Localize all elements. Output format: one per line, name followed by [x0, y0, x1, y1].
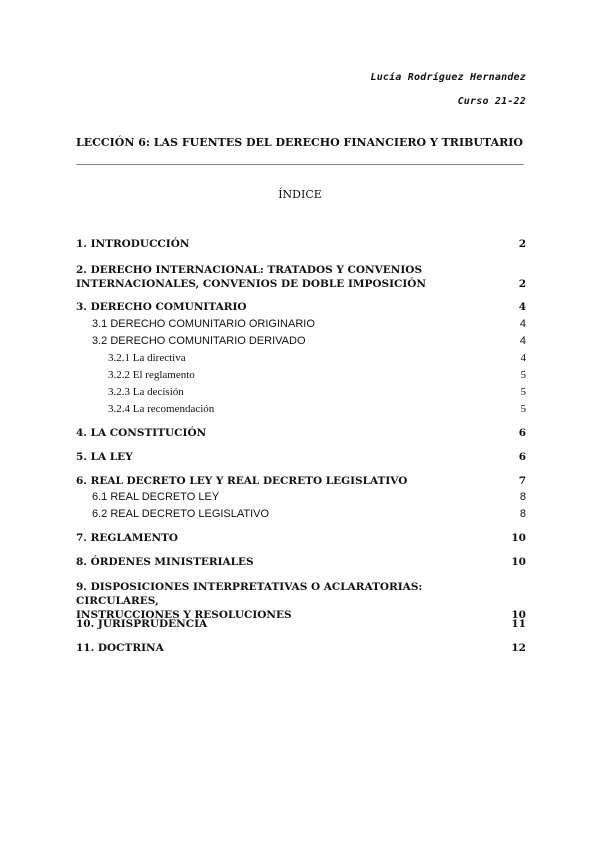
- toc-entry-page: 4: [519, 318, 526, 330]
- toc-entry-title: 8. ÓRDENES MINISTERIALES: [76, 556, 254, 568]
- toc-entry[interactable]: [76, 450, 526, 464]
- toc-entry[interactable]: [76, 580, 526, 622]
- toc-entry-page: 4: [520, 352, 526, 364]
- toc-entry[interactable]: [76, 237, 526, 251]
- toc-entry-title: 3.2 DERECHO COMUNITARIO DERIVADO: [92, 335, 306, 347]
- toc-entry[interactable]: [76, 263, 526, 291]
- toc-entry-title: 3.2.2 El reglamento: [108, 369, 195, 381]
- toc-entry-page: 12: [511, 642, 526, 654]
- toc-entry-title: 3.2.3 La decisión: [108, 386, 184, 398]
- toc-entry-page: 10: [511, 556, 526, 568]
- toc-entry-page: 8: [519, 491, 526, 503]
- toc-entry-page: 6: [518, 427, 526, 439]
- toc-entry-page: 8: [519, 508, 526, 520]
- toc-entry[interactable]: [76, 317, 526, 331]
- toc-entry[interactable]: [76, 490, 526, 504]
- toc-entry-title: 10. JURISPRUDENCIA: [76, 618, 208, 630]
- course-year: Curso 21-22: [457, 96, 526, 107]
- toc-entry-title: 6.2 REAL DECRETO LEGISLATIVO: [92, 508, 270, 520]
- toc-entry[interactable]: [76, 426, 526, 440]
- toc-entry[interactable]: [76, 507, 526, 521]
- toc-entry-title: 5. LA LEY: [76, 451, 133, 463]
- toc-entry-title: 2. DERECHO INTERNACIONAL: TRATADOS Y CONVENIOS INTERNACIONALES, CONVENIOS DE DOBLE IMPOSICIÓN: [76, 264, 427, 290]
- toc-entry-page: 5: [520, 386, 526, 398]
- toc-entry-page: 2: [518, 278, 526, 290]
- toc-entry[interactable]: [76, 617, 526, 631]
- toc-entry[interactable]: [76, 368, 526, 382]
- toc-entry[interactable]: [76, 334, 526, 348]
- toc-entry-title: 7. REGLAMENTO: [76, 532, 179, 544]
- toc-entry-title: 3.2.1 La directiva: [108, 352, 186, 364]
- lesson-title: LECCIÓN 6: LAS FUENTES DEL DERECHO FINANCIERO Y TRIBUTARIO: [76, 136, 523, 149]
- toc-entry-page: 5: [520, 369, 526, 381]
- toc-entry[interactable]: [76, 300, 526, 314]
- toc-entry[interactable]: [76, 351, 526, 365]
- author-name: Lucía Rodríguez Hernandez: [370, 72, 526, 83]
- toc-entry[interactable]: [76, 385, 526, 399]
- toc-entry[interactable]: [76, 531, 526, 545]
- title-divider: [76, 164, 524, 165]
- toc-entry-page: 10: [511, 532, 526, 544]
- toc-entry-title: 6. REAL DECRETO LEY Y REAL DECRETO LEGISLATIVO: [76, 475, 408, 487]
- index-heading: ÍNDICE: [278, 188, 322, 201]
- toc-entry-title: 11. DOCTRINA: [76, 642, 164, 654]
- toc-entry-title: 6.1 REAL DECRETO LEY: [92, 491, 220, 503]
- toc-entry-page: 4: [518, 301, 526, 313]
- toc-entry-page: 11: [511, 618, 526, 630]
- toc-entry-page: 5: [520, 403, 526, 415]
- toc-entry-page: 2: [518, 238, 526, 250]
- toc-entry-title: 1. INTRODUCCIÓN: [76, 238, 190, 250]
- toc-entry-title: 9. DISPOSICIONES INTERPRETATIVAS O ACLARATORIAS: CIRCULARES, INSTRUCCIONES Y RESOLUCIONES: [76, 581, 423, 621]
- toc-entry-page: 7: [518, 475, 526, 487]
- toc-entry[interactable]: [76, 402, 526, 416]
- toc-entry[interactable]: [76, 641, 526, 655]
- toc-entry-page: 10: [511, 609, 526, 621]
- toc-entry[interactable]: [76, 474, 526, 488]
- toc-entry-page: 4: [519, 335, 526, 347]
- toc-entry-title: 3. DERECHO COMUNITARIO: [76, 301, 247, 313]
- toc-entry-title: 3.1 DERECHO COMUNITARIO ORIGINARIO: [92, 318, 315, 330]
- toc-entry-title: 3.2.4 La recomendación: [108, 403, 215, 415]
- toc-entry-page: 6: [518, 451, 526, 463]
- toc-entry-title: 4. LA CONSTITUCIÓN: [76, 427, 207, 439]
- toc-entry[interactable]: [76, 555, 526, 569]
